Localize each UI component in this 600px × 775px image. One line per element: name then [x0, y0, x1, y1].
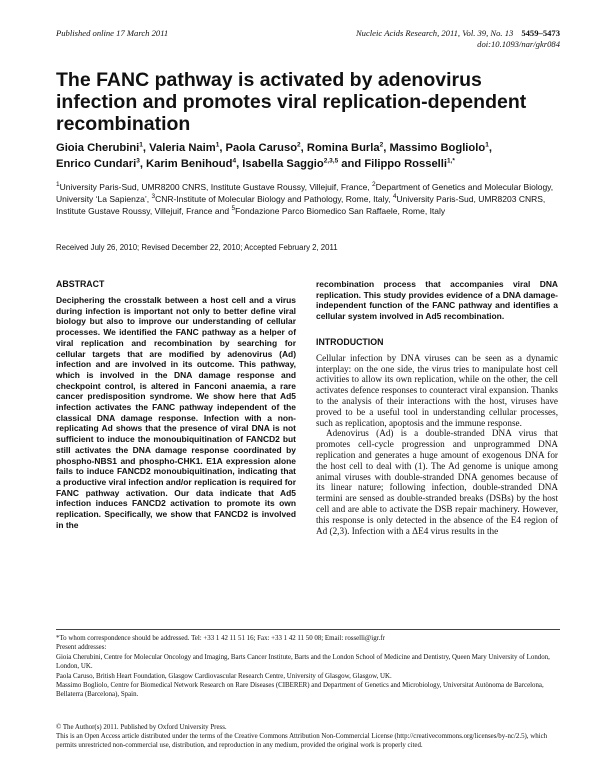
journal-header: [356, 28, 560, 50]
author-affiliation-mark: 2,3,5: [323, 157, 339, 165]
license-notice: This is an Open Access article distributed under the terms of the Creative Commons Attribution Non-Commercial License (http://creativecommons.org/licenses/by-nc/2.5), which permits unrestricted non-commercial use, distribution, and reproduction in any medium, provided the original work is properly cited.: [56, 733, 548, 750]
footnotes: [56, 634, 560, 700]
author-name: Massimo Bogliolo: [389, 142, 486, 154]
affiliation-mark: 5: [231, 205, 236, 213]
affiliation-text: University Paris-Sud, UMR8200 CNRS, Institute Gustave Roussy, Villejuif, France,: [59, 182, 373, 192]
author-affiliation-mark: 1: [215, 141, 220, 149]
copyright-block: [56, 723, 560, 751]
author-separator: ,: [142, 142, 150, 154]
abstract-heading: ABSTRACT: [56, 279, 105, 289]
doi: doi:10.1093/nar/gkr084: [477, 39, 560, 49]
left-column: [56, 279, 296, 530]
author-separator: and: [338, 158, 365, 170]
page-range: 5459–5473: [521, 28, 560, 38]
present-address: Massimo Bogliolo, Centre for Biomedical Network Research on Rare Diseases (CIBERER) and Department of Genetics and Microbiology, Universitat Autònoma de Barcelona, Bellaterra (Barcelona), Spain.: [56, 682, 544, 699]
author: [389, 142, 491, 154]
author-affiliation-mark: 1: [139, 141, 143, 149]
author-separator: ,: [383, 142, 390, 154]
affiliation-mark: 2: [372, 181, 376, 189]
author-separator: ,: [219, 142, 226, 154]
introduction-paragraph-2: Adenovirus (Ad) is a double-stranded DNA virus that promotes cell-cycle progression and unprogrammed DNA replication and generates a huge amount of exogenous DNA for the host cell to deal with (1). The Ad genome is unique among animal viruses with double-stranded DNA genomes because of its linear nature; following infection, double-stranded DNA termini are sensed as double-stranded breaks (DSBs) by the host cell and are able to activate the DSB repair machinery. However, this response is only detected in the absence of the E4 region of Ad (2,3). Infection with a ΔE4 virus results in the: [316, 428, 558, 536]
introduction-paragraph-1: Cellular infection by DNA viruses can be seen as a dynamic interplay: on the one side, the virus tries to manipulate host cell activities to allow its own replication, while on the other, the cell activates defence responses to counteract viral expansion. Thanks to the analysis of their interactions with the host, viruses have proved to be a useful tool in understanding cellular processes, such as replication, apoptosis and the immune response.: [316, 352, 558, 428]
author: [226, 142, 307, 154]
author-list: [56, 140, 556, 172]
author: [307, 142, 390, 154]
present-address: Paola Caruso, British Heart Foundation, Glasgow Cardiovascular Research Centre, University of Glasgow, Glasgow, UK.: [56, 672, 392, 680]
author: [242, 158, 364, 170]
author: [56, 142, 149, 154]
author-name: Enrico Cundari: [56, 158, 137, 170]
author-name: Filippo Rosselli: [364, 158, 447, 170]
author-separator: ,: [236, 158, 243, 170]
published-date: Published online 17 March 2011: [56, 28, 169, 38]
author-affiliation-mark: 1: [485, 141, 489, 149]
author-name: Isabella Saggio: [242, 158, 324, 170]
author-affiliation-mark: 2: [379, 141, 384, 149]
author-affiliation-mark: 4: [232, 157, 237, 165]
affiliation-mark: 4: [392, 193, 397, 201]
present-address: Gioia Cherubini, Centre for Molecular Oncology and Imaging, Barts Cancer Institute, Barts and the London School of Medicine and Dentistry, Queen Mary University of London, London, UK.: [56, 653, 550, 671]
author: [146, 158, 242, 170]
affiliation-text: Fondazione Parco Biomedico San Raffaele, Rome, Italy: [235, 206, 446, 217]
author: [149, 142, 225, 154]
affiliation-mark: 1: [56, 181, 60, 189]
copyright-notice: © The Author(s) 2011. Published by Oxford University Press.: [56, 724, 227, 731]
article-title: The FANC pathway is activated by adenovirus infection and promotes viral replication-dependent recombination: [56, 69, 527, 135]
present-addresses-heading: Present addresses:: [56, 644, 107, 652]
affiliation-text: CNR-Institute of Molecular Biology and Pathology, Rome, Italy,: [155, 194, 393, 205]
author-separator: ,: [139, 158, 147, 170]
author-name: Valeria Naim: [149, 142, 216, 154]
right-column: [316, 279, 558, 536]
author-separator: ,: [300, 142, 307, 154]
received-dates: Received July 26, 2010; Revised December 22, 2010; Accepted February 2, 2011: [56, 243, 338, 252]
author-affiliation-mark: 1,*: [446, 157, 455, 165]
author-affiliation-mark: 3: [136, 157, 140, 165]
introduction-heading: INTRODUCTION: [316, 336, 384, 347]
author-name: Romina Burla: [306, 142, 380, 154]
footnote-divider: [56, 629, 560, 630]
author-name: Gioia Cherubini: [56, 142, 140, 154]
affiliation-text: University Paris-Sud, UMR8203 CNRS, Institute Gustave Roussy, Villejuif, France and: [56, 194, 546, 217]
abstract-text: Deciphering the crosstalk between a host cell and a virus during infection is important not only to better define viral biology but also to improve our understanding of cellular processes. We identified the FANC pathway as a helper of viral replication and recombination by searching for cellular targets that are modified by adenovirus (Ad) infection and are involved in its outcome. This pathway, which is involved in the DNA damage response and checkpoint control, is altered in Fanconi anaemia, a rare cancer predisposition syndrome. We show here that Ad5 infection activates the FANC pathway independent of the classical DNA damage response. Infection with a non-replicating Ad shows that the presence of viral DNA is not sufficient to induce the monoubiquitination of FANCD2 but still activates the DNA damage response coordinated by phospho-NBS1 and phospho-CHK1. E1A expression alone fails to induce FANCD2 monoubiquitination, indicating that a productive viral infection and/or replication is required for FANC pathway activation. Our data indicate that Ad5 infection induces FANCD2 activation to promote its own replication. Specifically, we show that FANCD2 is involved in the: [56, 295, 296, 530]
journal-citation: Nucleic Acids Research, 2011, Vol. 39, No. 13: [355, 28, 514, 38]
author: [56, 158, 146, 170]
author-name: Karim Benihoud: [146, 158, 233, 170]
author-separator: ,: [488, 142, 492, 154]
author-affiliation-mark: 2: [297, 141, 301, 149]
correspondence-note: *To whom correspondence should be addressed. Tel: +33 1 42 11 51 16; Fax: +33 1 42 11 50 08; Email: rosselli@igr.fr: [56, 635, 385, 642]
abstract-continued: recombination process that accompanies viral DNA replication. This study provides evidence of a DNA damage-independent function of the FANC pathway and identifies a cellular system involved in Ad5 recombination.: [316, 279, 558, 322]
affiliations: [56, 181, 556, 218]
author: [364, 158, 455, 170]
affiliation-text: Department of Genetics and Molecular Biology, University ‘La Sapienza’,: [56, 182, 554, 205]
author-name: Paola Caruso: [225, 142, 298, 154]
affiliation-mark: 3: [151, 193, 156, 201]
